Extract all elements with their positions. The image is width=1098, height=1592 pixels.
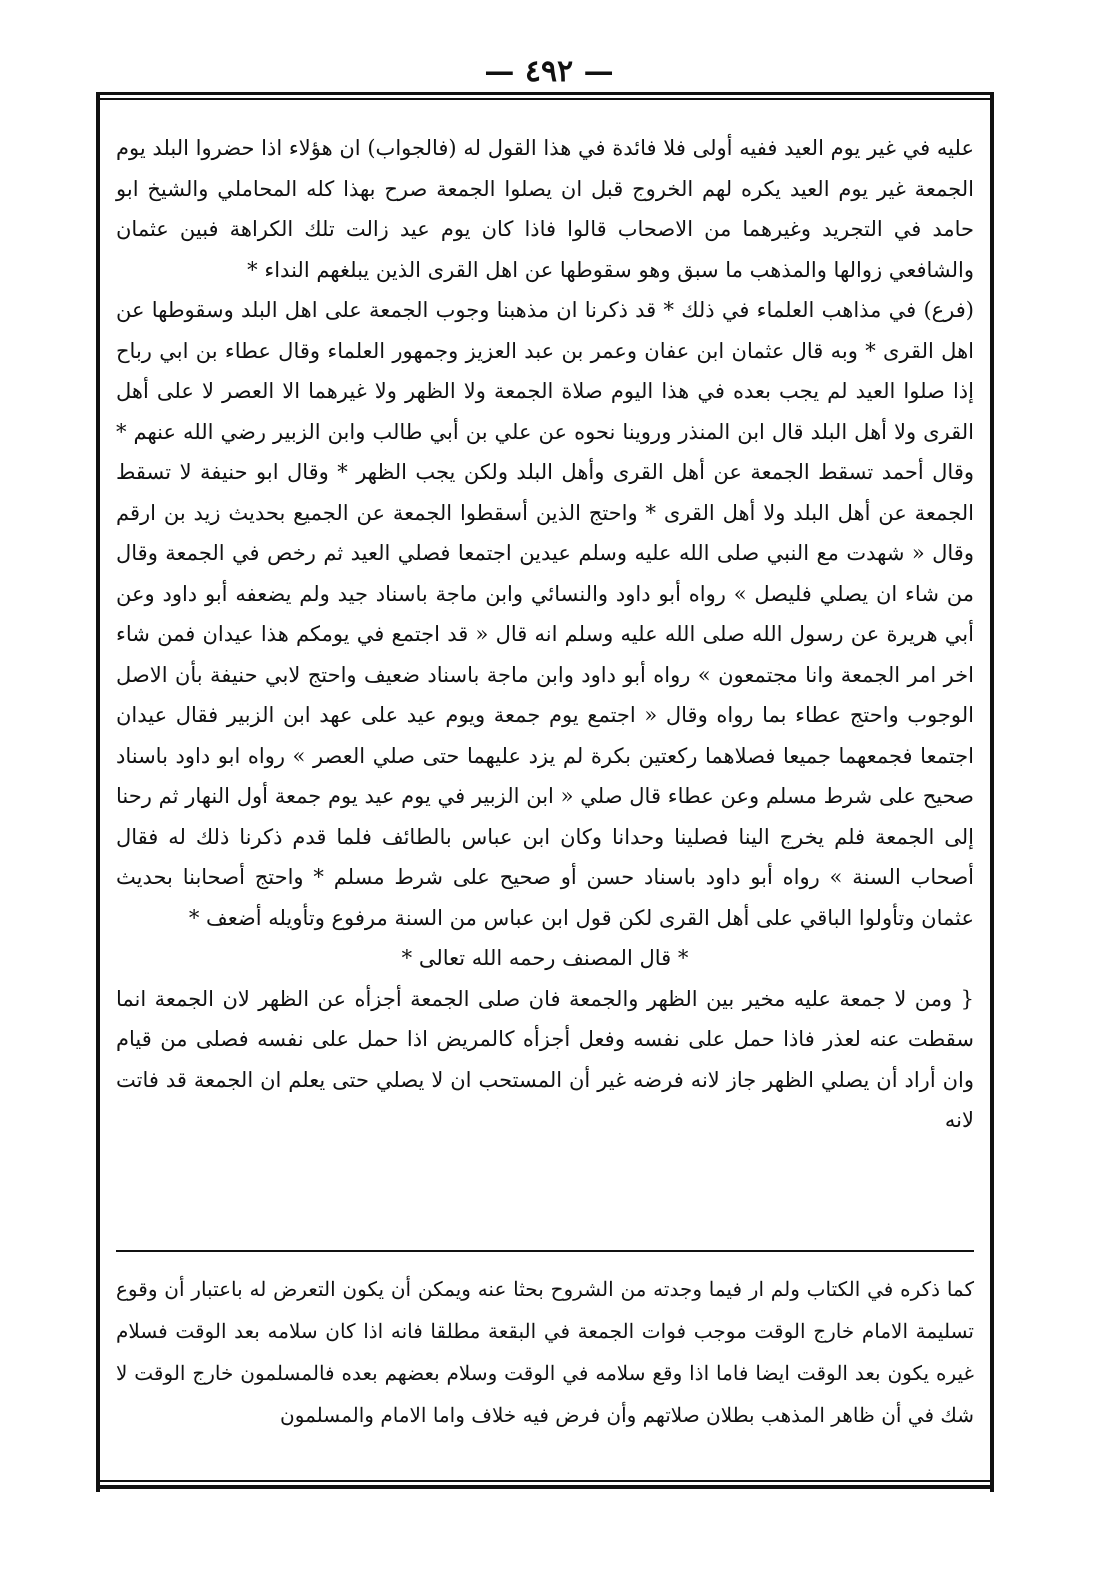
footnote bbox=[116, 1268, 974, 1436]
main-text bbox=[116, 128, 974, 1141]
bottom-rule bbox=[96, 1480, 994, 1489]
paragraph-far: (فرع) في مذاهب العلماء في ذلك * قد ذكرنا ان مذهبنا وجوب الجمعة على اهل البلد وسقوطها عن اهل القرى * وبه قال عثمان ابن عفان وعمر بن عبد العزيز وجمهور العلماء وقال عطاء بن ابي رباح إذا صلوا العيد لم يجب بعده في هذا اليوم صلاة الجمعة ولا الظهر ولا غيرهما الا العصر لا على أهل القرى ولا أهل البلد قال ابن المنذر وروينا نحوه عن علي بن أبي طالب وابن الزبير رضي الله عنهم * وقال أحمد تسقط الجمعة عن أهل القرى وأهل البلد ولكن يجب الظهر * وقال ابو حنيفة لا تسقط الجمعة عن أهل البلد ولا أهل القرى * واحتج الذين أسقطوا الجمعة عن الجميع بحديث زيد بن ارقم وقال « شهدت مع النبي صلى الله عليه وسلم عيدين اجتمعا فصلي العيد ثم رخص في الجمعة وقال من شاء ان يصلي فليصل » رواه أبو داود والنسائي وابن ماجة باسناد جيد ولم يضعفه أبو داود وعن أبي هريرة عن رسول الله صلى الله عليه وسلم انه قال « قد اجتمع في يومكم هذا عيدان فمن شاء اخر امر الجمعة وانا مجتمعون » رواه أبو داود وابن ماجة باسناد ضعيف واحتج لابي حنيفة بأن الاصل الوجوب واحتج عطاء بما رواه وقال « اجتمع يوم جمعة ويوم عيد على عهد ابن الزبير فقال عيدان اجتمعا فجمعهما جميعا فصلاهما ركعتين بكرة لم يزد عليهما حتى صلي العصر » رواه ابو داود باسناد صحيح على شرط مسلم وعن عطاء قال صلي « ابن الزبير في يوم عيد يوم جمعة أول النهار ثم رحنا إلى الجمعة فلم يخرج الينا فصلينا وحدانا وكان ابن عباس بالطائف فلما قدم ذكرنا ذلك له فقال أصحاب السنة » رواه أبو داود باسناد حسن أو صحيح على شرط مسلم * واحتج أصحابنا بحديث عثمان وتأولوا الباقي على أهل القرى لكن قول ابن عباس من السنة مرفوع وتأويله أضعف * bbox=[116, 298, 974, 930]
footnote-divider bbox=[116, 1250, 974, 1252]
footnote-text: كما ذكره في الكتاب ولم ار فيما وجدته من الشروح بحثا عنه ويمكن أن يكون التعرض له باعتبار أن وقوع تسليمة الامام خارج الوقت موجب فوات الجمعة في البقعة مطلقا فانه اذا كان سلامه بعد الوقت فسلام غيره يكون بعد الوقت ايضا فاما اذا وقع سلامه في الوقت وسلام بعضهم بعده فالمسلمون خارج الوقت لا شك في أن ظاهر المذهب بطلان صلاتهم وأن فرض فيه خلاف واما الامام والمسلمون bbox=[116, 1277, 974, 1427]
matn-quote: { ومن لا جمعة عليه مخير بين الظهر والجمعة فان صلى الجمعة أجزأه عن الظهر لان الجمعة انما سقطت عنه لعذر فاذا حمل على نفسه وفعل أجزأه كالمريض اذا حمل على نفسه فصلى من قيام وان أراد أن يصلي الظهر جاز لانه فرضه غير أن المستحب ان لا يصلي حتى يعلم ان الجمعة قد فاتت لانه bbox=[116, 986, 974, 1132]
page-number: — ٤٩٢ — bbox=[484, 54, 614, 89]
paragraph-continuation: عليه في غير يوم العيد ففيه أولى فلا فائدة في هذا القول له (فالجواب) ان هؤلاء اذا حضروا البلد يوم الجمعة غير يوم العيد يكره لهم الخروج قبل ان يصلوا الجمعة صرح بهذا كله المحاملي والشيخ ابو حامد في التجريد وغيرهما من الاصحاب قالوا فاذا كان يوم عيد زالت تلك الكراهة فبين عثمان والشافعي زوالها والمذهب ما سبق وهو سقوطها عن اهل القرى الذين يبلغهم النداء * bbox=[116, 136, 974, 282]
author-heading: * قال المصنف رحمه الله تعالى * bbox=[401, 946, 689, 970]
